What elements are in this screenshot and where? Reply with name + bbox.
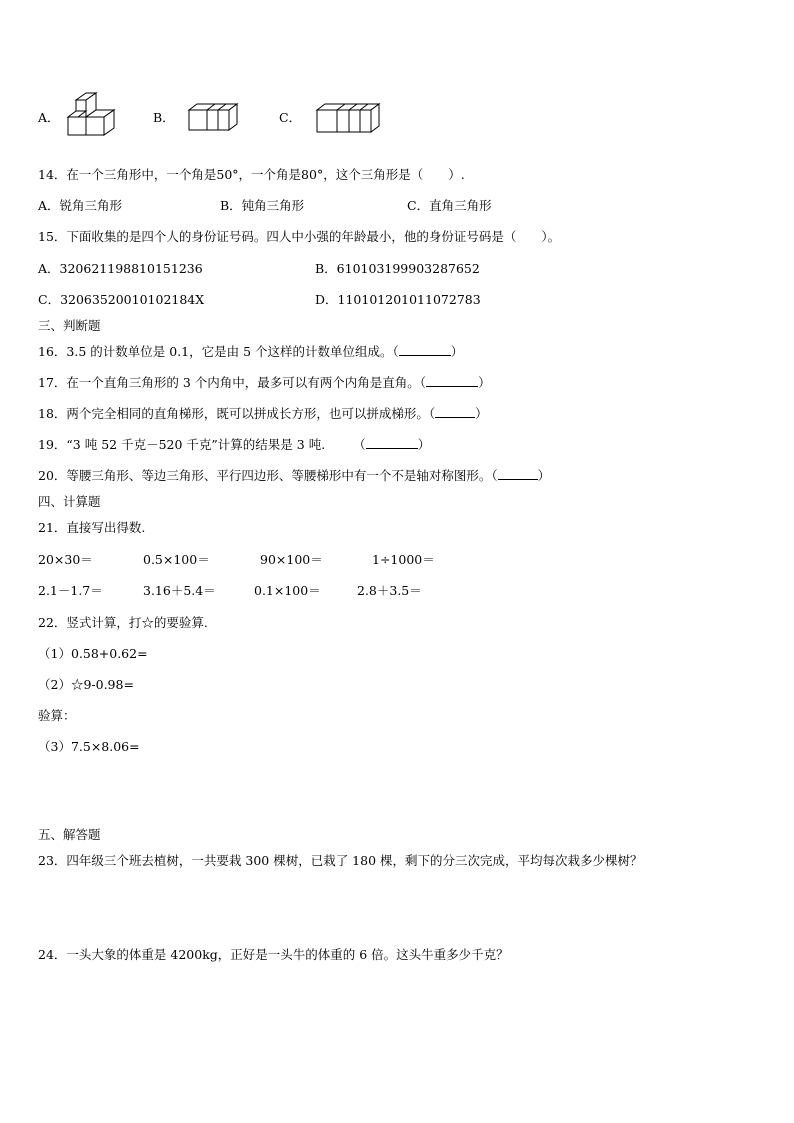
question-19-open: （	[353, 437, 366, 452]
q15-option-d[interactable]: D．110101201011072783	[315, 292, 481, 307]
question-20-text: 20．等腰三角形、等边三角形、平行四边形、等腰梯形中有一个不是轴对称图形。（	[38, 468, 498, 483]
q15-option-c[interactable]: C．32063520010102184X	[38, 292, 205, 307]
answer-blank-20[interactable]	[498, 468, 538, 480]
calc-item: 1÷1000＝	[372, 552, 435, 567]
answer-blank-17[interactable]	[426, 375, 478, 387]
calc-item: 90×100＝	[260, 552, 323, 567]
question-24: 24．一头大象的体重是 4200kg，正好是一头牛的体重的 6 倍。这头牛重多少千克？	[38, 947, 509, 962]
option-a-label: A．	[38, 110, 60, 125]
question-19-text: 19．“3 吨 52 千克－520 千克”计算的结果是 3 吨.	[38, 437, 326, 452]
calc-item: 20×30＝	[38, 552, 93, 567]
answer-blank-16[interactable]	[399, 344, 451, 356]
option-c[interactable]	[279, 90, 389, 140]
calc-item: 2.1－1.7＝	[38, 583, 103, 598]
question-18	[38, 406, 488, 422]
question-22: 22．竖式计算，打☆的要验算.	[38, 615, 208, 630]
three-cubes-row-figure	[187, 90, 243, 140]
l-shaped-cube-stack-figure	[66, 90, 118, 140]
question-17-close: ）	[478, 375, 491, 390]
q22-item-2: （2）☆9-0.98=	[38, 677, 134, 692]
question-18-text: 18．两个完全相同的直角梯形，既可以拼成长方形，也可以拼成梯形。（	[38, 406, 436, 421]
question-16-close: ）	[450, 344, 464, 359]
option-b[interactable]	[153, 90, 253, 140]
section-3-heading: 三、判断题	[38, 318, 101, 333]
calc-item: 2.8＋3.5＝	[357, 583, 422, 598]
question-19	[38, 437, 430, 453]
q22-item-3: （3）7.5×8.06=	[38, 739, 140, 754]
question-20	[38, 468, 550, 484]
option-c-label: C．	[279, 110, 302, 125]
question-16	[38, 344, 463, 360]
q15-option-b[interactable]: B．610103199903287652	[315, 261, 480, 276]
q14-option-b[interactable]: B．钝角三角形	[220, 198, 305, 213]
question-15: 15．下面收集的是四个人的身份证号码。四人中小强的年龄最小，他的身份证号码是（ ）。	[38, 229, 561, 244]
answer-blank-18[interactable]	[435, 406, 475, 418]
question-18-close: ）	[475, 406, 488, 421]
q14-option-a[interactable]: A．锐角三角形	[38, 198, 123, 213]
question-14: 14．在一个三角形中，一个角是50°，一个角是80°，这个三角形是（ ）.	[38, 167, 465, 182]
q14-option-c[interactable]: C．直角三角形	[407, 198, 492, 213]
question-21: 21．直接写出得数.	[38, 520, 146, 535]
question-16-text: 16．3.5 的计数单位是 0.1，它是由 5 个这样的计数单位组成。（	[38, 344, 399, 359]
answer-blank-19[interactable]	[366, 437, 418, 449]
option-a[interactable]	[38, 90, 128, 140]
calc-item: 0.5×100＝	[143, 552, 210, 567]
calc-item: 3.16＋5.4＝	[143, 583, 216, 598]
question-17-text: 17．在一个直角三角形的 3 个内角中，最多可以有两个内角是直角。（	[38, 375, 427, 390]
section-5-heading: 五、解答题	[38, 827, 101, 842]
question-20-close: ）	[537, 468, 551, 483]
question-19-close: ）	[417, 437, 431, 452]
four-cubes-row-figure	[315, 90, 383, 140]
q22-item-1: （1）0.58+0.62=	[38, 646, 148, 661]
section-4-heading: 四、计算题	[38, 494, 101, 509]
option-b-label: B．	[153, 110, 175, 125]
question-23: 23．四年级三个班去植树，一共要栽 300 棵树，已栽了 180 棵，剩下的分三次完成，平均每次栽多少棵树？	[38, 853, 643, 868]
calc-item: 0.1×100＝	[254, 583, 321, 598]
q22-check-label: 验算：	[38, 708, 76, 723]
q15-option-a[interactable]: A．320621198810151236	[38, 261, 203, 276]
question-17	[38, 375, 491, 391]
